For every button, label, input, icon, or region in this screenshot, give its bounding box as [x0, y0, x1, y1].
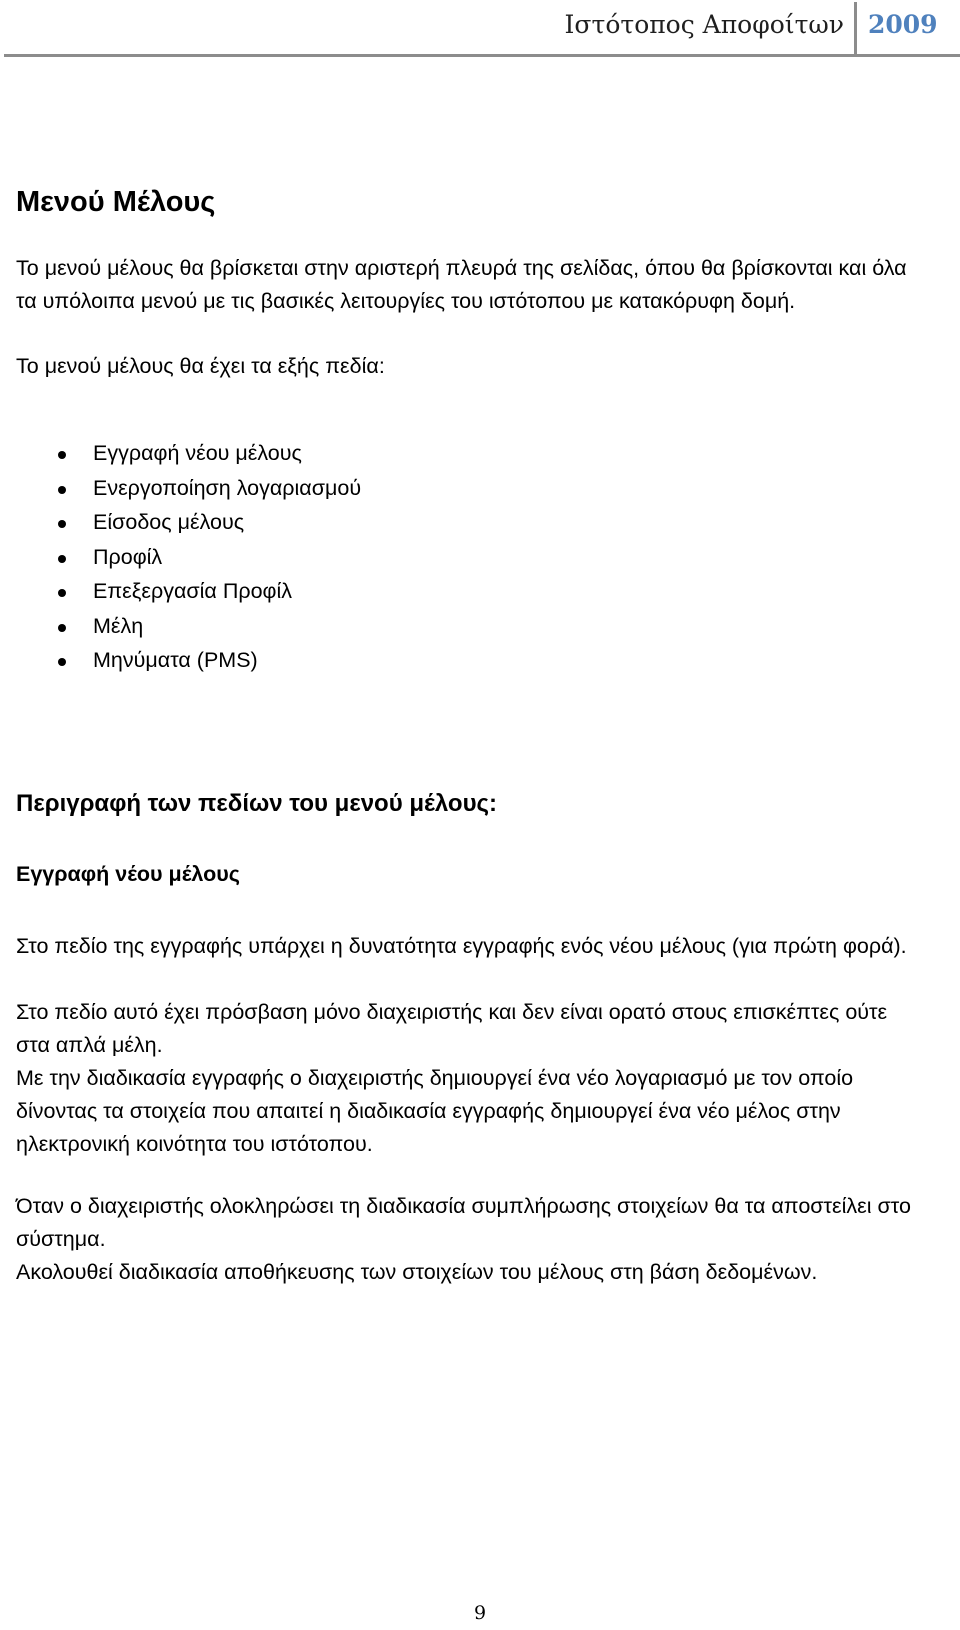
list-item — [16, 471, 361, 506]
list-item-label: Προφίλ — [93, 544, 163, 569]
description-title: Περιγραφή των πεδίων του μενού μέλους: — [16, 790, 498, 817]
list-item-label: Μέλη — [93, 613, 144, 638]
description-paragraph-3: Με την διαδικασία εγγραφής ο διαχειριστής δημιουργεί ένα νέο λογαριασμό με τον οποίο δίνοντας τα στοιχεία που απαιτεί η διαδικασία εγγραφής δημιουργεί ένα νέο μέλος στην ηλεκτρονική κοινότητα του ιστότοπου. — [16, 1066, 854, 1156]
fields-intro: Το μενού μέλους θα έχει τα εξής πεδία: — [16, 354, 385, 378]
description-paragraph-1: Στο πεδίο της εγγραφής υπάρχει η δυνατότητα εγγραφής ενός νέου μέλους (για πρώτη φορά). — [16, 934, 907, 958]
bullet-icon — [58, 555, 66, 563]
header-title: Ιστότοπος Αποφοίτων — [564, 10, 844, 39]
list-item-label: Επεξεργασία Προφίλ — [93, 579, 293, 603]
bullet-icon — [58, 658, 66, 666]
bullet-icon — [58, 589, 66, 597]
description-paragraph-4: Όταν ο διαχειριστής ολοκληρώσει τη διαδικασία συμπλήρωσης στοιχείων θα τα αποστείλει στο σύστημα. — [16, 1194, 911, 1251]
description-paragraph-2: Στο πεδίο αυτό έχει πρόσβαση μόνο διαχειριστής και δεν είναι ορατό στους επισκέπτες ούτε στα απλά μέλη. — [16, 1000, 888, 1057]
bullet-icon — [58, 520, 66, 528]
description-subtitle: Εγγραφή νέου μέλους — [16, 862, 240, 886]
list-item-label: Μηνύματα (PMS) — [93, 648, 258, 672]
description-paragraph-5: Ακολουθεί διαδικασία αποθήκευσης των στοιχείων του μέλους στη βάση δεδομένων. — [16, 1260, 818, 1284]
list-item-label: Ενεργοποίηση λογαριασμού — [93, 475, 362, 500]
bullet-icon — [58, 624, 66, 632]
header-divider — [854, 2, 857, 54]
list-item-label: Εγγραφή νέου μέλους — [93, 441, 302, 465]
list-item — [16, 574, 361, 609]
bullet-icon — [58, 451, 66, 459]
list-item — [16, 540, 361, 575]
list-item — [16, 609, 361, 644]
member-fields-list — [16, 436, 361, 678]
section-title: Μενού Μέλους — [16, 186, 216, 218]
list-item-label: Είσοδος μέλους — [93, 510, 245, 534]
bullet-icon — [58, 486, 66, 494]
intro-paragraph: Το μενού μέλους θα βρίσκεται στην αριστερή πλευρά της σελίδας, όπου θα βρίσκονται και όλα τα υπόλοιπα μενού με τις βασικές λειτουργίες του ιστότοπου με κατακόρυφη δομή. — [16, 256, 907, 313]
list-item — [16, 436, 361, 471]
header-rule — [4, 54, 960, 57]
list-item — [16, 505, 361, 540]
header-year: 2009 — [868, 10, 938, 39]
page-header — [0, 0, 960, 58]
page-number: 9 — [473, 1602, 487, 1624]
list-item — [16, 643, 361, 678]
